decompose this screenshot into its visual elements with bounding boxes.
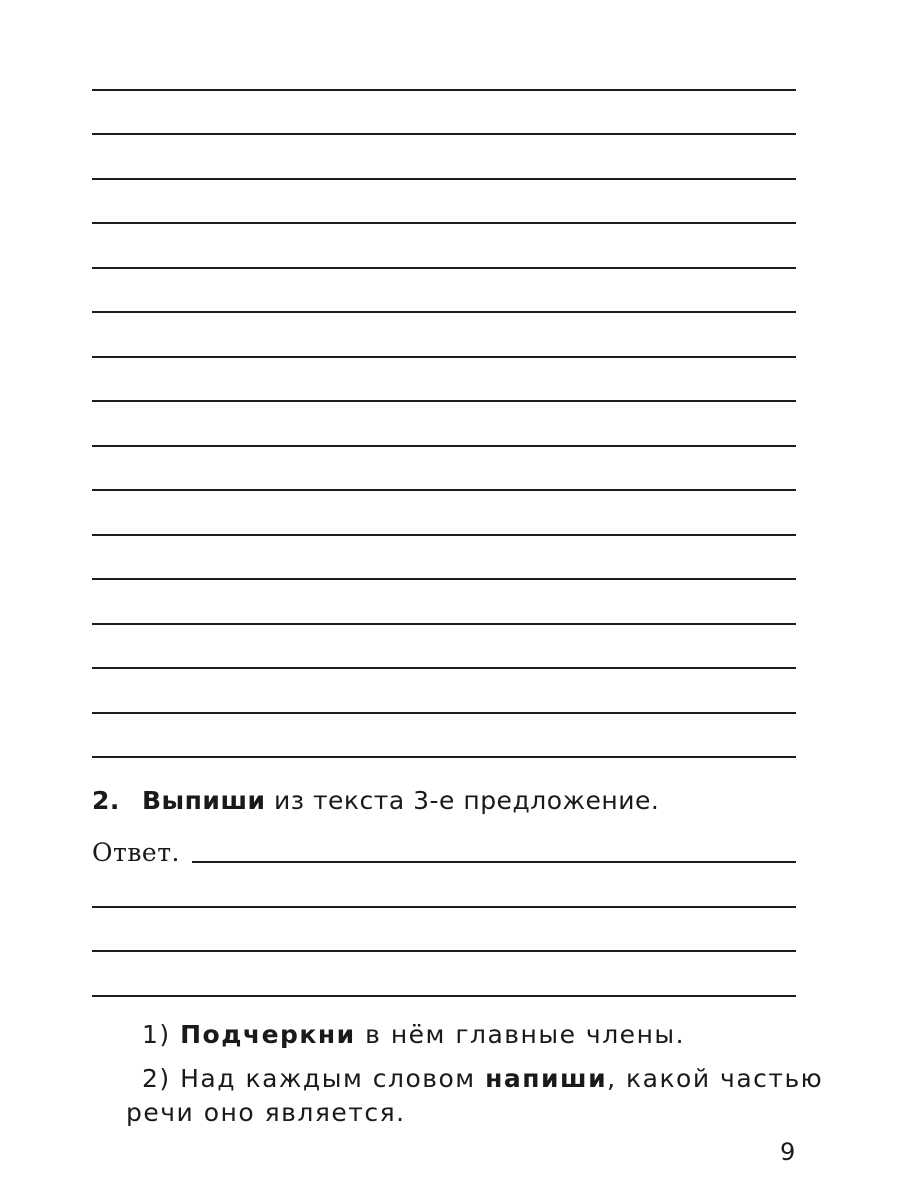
writing-line xyxy=(92,133,796,135)
answer-line[interactable] xyxy=(192,861,796,863)
subtask-2-line-1 xyxy=(142,1062,823,1096)
writing-line xyxy=(92,534,796,536)
answer-line[interactable] xyxy=(92,995,796,997)
subtask-2-text-start: Над каждым словом xyxy=(180,1064,476,1093)
writing-line xyxy=(92,89,796,91)
writing-line xyxy=(92,311,796,313)
task-number: 2. xyxy=(92,786,120,815)
subtask-2 xyxy=(126,1062,824,1130)
writing-line xyxy=(92,267,796,269)
task-text: из текста 3-е предложение. xyxy=(273,786,660,815)
answer-line[interactable] xyxy=(92,906,796,908)
writing-line xyxy=(92,445,796,447)
subtask-1-number: 1) xyxy=(142,1020,171,1049)
subtask-2-text-end: , какой частью xyxy=(607,1064,824,1093)
writing-line xyxy=(92,756,796,758)
subtask-2-number: 2) xyxy=(142,1064,171,1093)
writing-line xyxy=(92,178,796,180)
writing-line xyxy=(92,222,796,224)
subtask-1-text: в нём главные члены. xyxy=(365,1020,686,1049)
writing-line xyxy=(92,623,796,625)
subtask-1-verb: Подчеркни xyxy=(180,1020,356,1049)
answer-line[interactable] xyxy=(92,950,796,952)
writing-line xyxy=(92,356,796,358)
subtask-2-line-2: речи оно является. xyxy=(126,1098,406,1127)
writing-line xyxy=(92,578,796,580)
task-verb: Выпиши xyxy=(142,786,266,815)
writing-line xyxy=(92,400,796,402)
task-heading xyxy=(92,786,659,815)
subtask-2-verb: напиши xyxy=(485,1064,608,1093)
writing-line xyxy=(92,667,796,669)
writing-line xyxy=(92,489,796,491)
page-number: 9 xyxy=(780,1138,796,1166)
subtask-1 xyxy=(142,1020,685,1049)
writing-line xyxy=(92,712,796,714)
answer-label: Ответ. xyxy=(92,838,180,867)
